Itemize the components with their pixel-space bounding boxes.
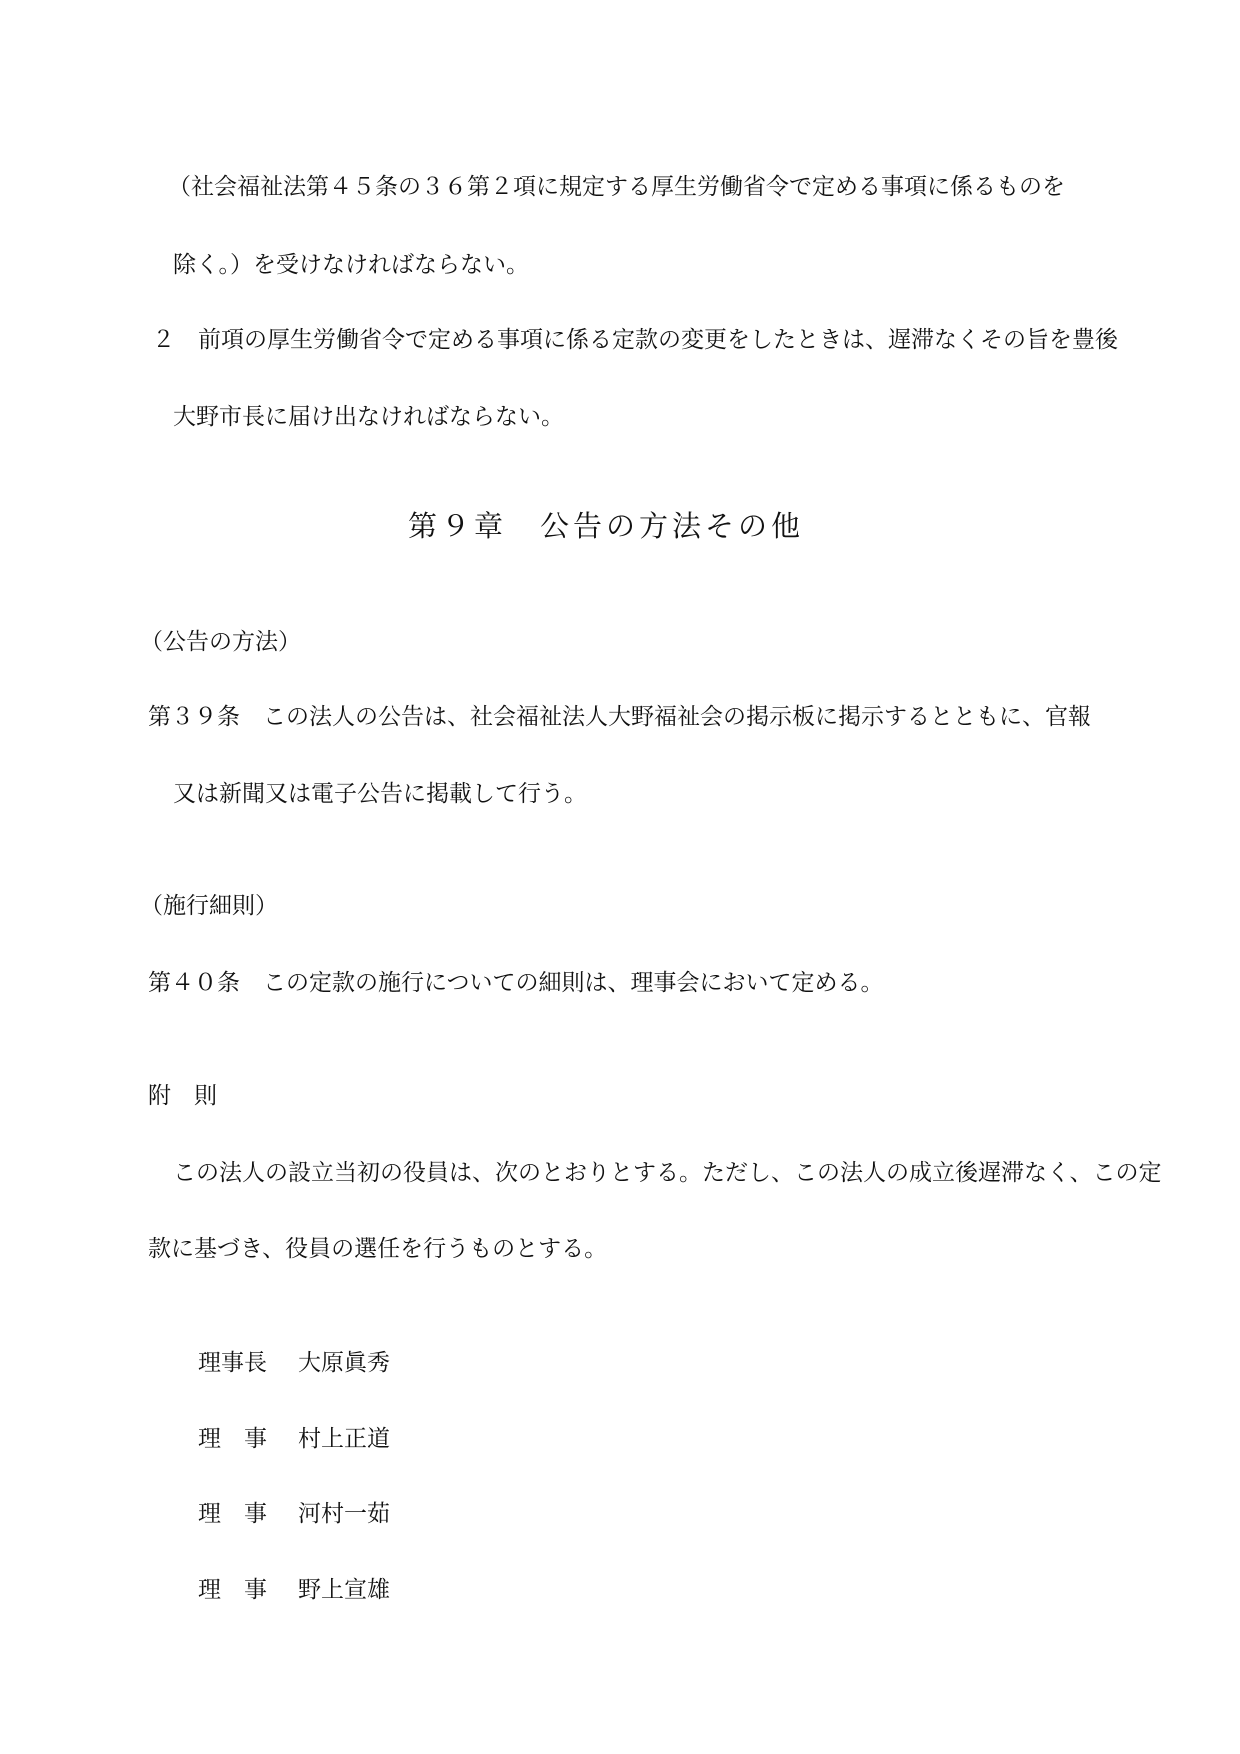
supplementary-heading: 附 則 bbox=[148, 1083, 217, 1109]
officer-role: 理 事 bbox=[198, 1501, 267, 1527]
officer-name: 野上宣雄 bbox=[298, 1577, 390, 1603]
article39-caption: （公告の方法） bbox=[140, 629, 301, 655]
officer-name: 河村一茹 bbox=[298, 1501, 390, 1527]
article39-line2: 又は新聞又は電子公告に掲載して行う。 bbox=[173, 781, 587, 807]
officer-role: 理 事 bbox=[198, 1426, 267, 1452]
article38-line2: 除く。）を受けなければならない。 bbox=[173, 252, 530, 278]
item-number: ２ bbox=[152, 327, 175, 353]
supplementary-line1: この法人の設立当初の役員は、次のとおりとする。ただし、この法人の成立後遅滞なく、この定 bbox=[173, 1160, 1162, 1186]
article38-item2-line2: 大野市長に届け出なければならない。 bbox=[173, 404, 564, 430]
article40-caption: （施行細則） bbox=[140, 893, 278, 919]
article40-line1: 第４０条 この定款の施行についての細則は、理事会において定める。 bbox=[148, 970, 884, 996]
officer-name: 村上正道 bbox=[298, 1426, 390, 1452]
supplementary-line2: 款に基づき、役員の選任を行うものとする。 bbox=[148, 1236, 608, 1262]
officer-name: 大原眞秀 bbox=[298, 1350, 390, 1376]
officer-role: 理 事 bbox=[198, 1577, 267, 1603]
article38-line1: （社会福祉法第４５条の３６第２項に規定する厚生労働省令で定める事項に係るものを bbox=[168, 174, 1065, 200]
chapter-title: 第９章 公告の方法その他 bbox=[408, 509, 805, 543]
article39-line1: 第３９条 この法人の公告は、社会福祉法人大野福祉会の掲示板に掲示するとともに、官報 bbox=[148, 704, 1091, 730]
officer-role: 理事長 bbox=[198, 1350, 267, 1376]
article38-item2-line1: 前項の厚生労働省令で定める事項に係る定款の変更をしたときは、遅滞なくその旨を豊後 bbox=[198, 327, 1118, 353]
